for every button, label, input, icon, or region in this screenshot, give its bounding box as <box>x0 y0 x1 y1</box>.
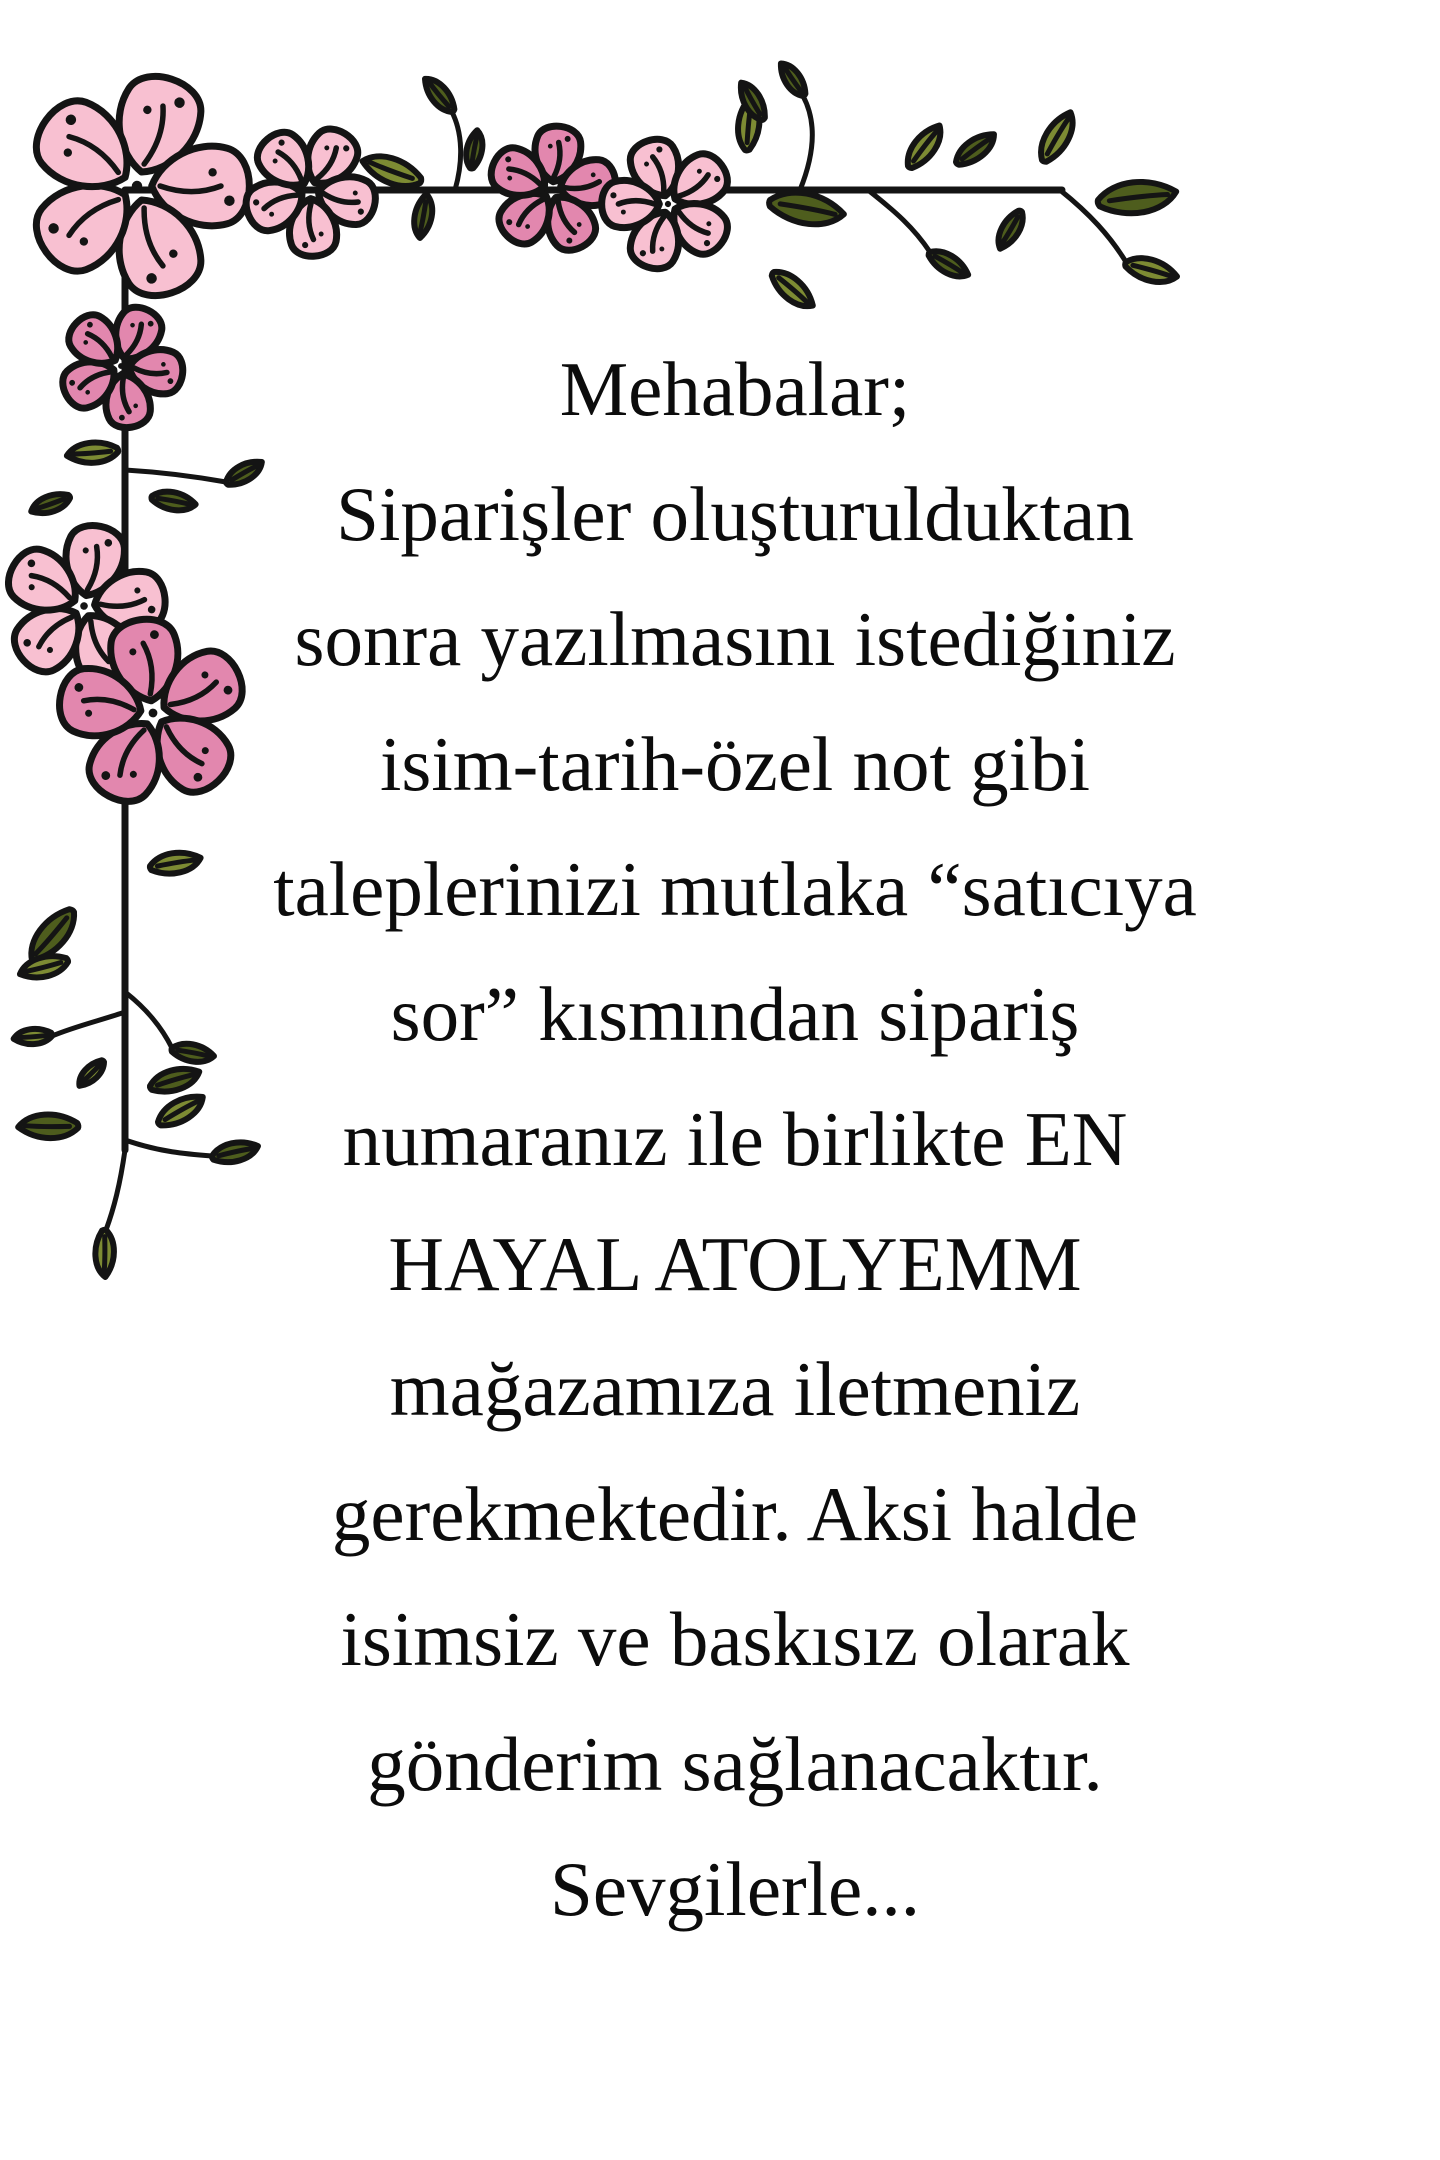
flower-icon <box>0 42 285 331</box>
message-line: Sevgilerle... <box>550 1846 920 1932</box>
flower-icon <box>215 96 405 284</box>
leaf-icon <box>362 140 424 202</box>
message-line: isimsiz ve baskısız olarak <box>340 1596 1130 1682</box>
flower-icon <box>581 119 756 290</box>
leaf-icon <box>770 263 813 316</box>
leaf-icon <box>898 125 951 170</box>
leaf-icon <box>1096 168 1177 228</box>
message-line: gerekmektedir. Aksi halde <box>331 1471 1139 1557</box>
message-line: taleplerinizi mutlaka “satıcıya <box>273 846 1197 932</box>
message-line: gönderim sağlanacaktır. <box>367 1721 1103 1807</box>
message-line: Siparişler oluşturulduktan <box>336 471 1134 557</box>
leaf-icon <box>927 241 969 287</box>
message-line: Mehabalar; <box>559 346 911 432</box>
leaf-icon <box>988 209 1032 249</box>
leaf-icon <box>424 73 455 116</box>
message-line: numaranız ile birlikte EN <box>342 1096 1128 1182</box>
leaf-icon <box>767 174 845 245</box>
message-line: HAYAL ATOLYEMM <box>388 1221 1082 1307</box>
message-line: sor” kısmından sipariş <box>390 971 1080 1057</box>
leaf-icon <box>456 130 492 170</box>
flower-icon <box>475 117 628 264</box>
leaf-icon <box>725 97 772 152</box>
leaf-icon <box>1028 111 1086 163</box>
leaf-icon <box>952 133 999 165</box>
message-line: sonra yazılmasını istediğiniz <box>294 596 1176 682</box>
message-line: mağazamıza iletmeniz <box>389 1346 1081 1432</box>
message-text <box>40 327 1430 1952</box>
leaf-icon <box>403 194 443 238</box>
leaf-icon <box>740 81 765 122</box>
leaf-icon <box>1123 245 1177 297</box>
message-line: isim-tarih-özel not gibi <box>380 721 1090 807</box>
leaves-top-branch <box>362 60 1178 316</box>
leaf-icon <box>780 60 806 99</box>
